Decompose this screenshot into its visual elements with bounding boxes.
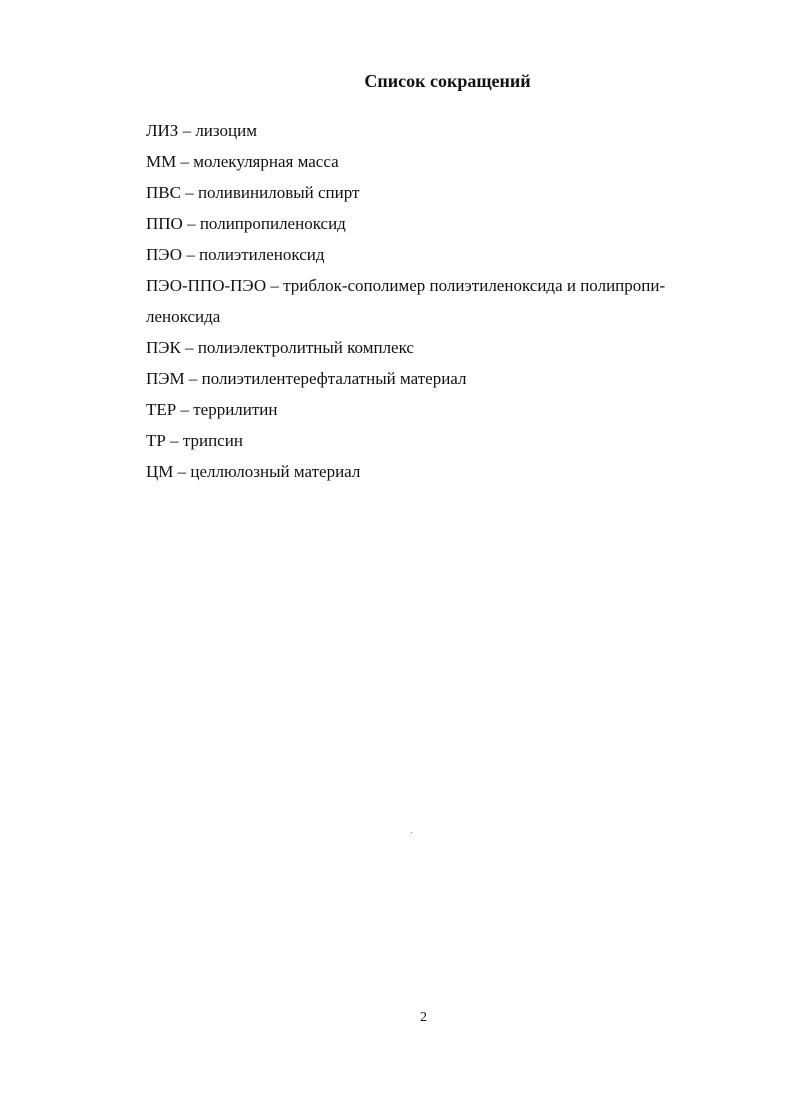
scan-speck [411,832,412,833]
list-item: ПЭО-ППО-ПЭО – триблок-сополимер полиэтиленоксида и полипропи- [146,276,666,295]
list-item: ТР – трипсин [146,431,243,450]
list-item: ТЕР – террилитин [146,400,278,419]
abbreviation-list [146,115,756,487]
list-item: ПЭО – полиэтиленоксид [146,245,325,264]
list-item: ПЭМ – полиэтилентерефталатный материал [146,369,467,388]
list-item: ММ – молекулярная масса [146,152,339,171]
page-number: 2 [420,1010,427,1025]
page-title: Список сокращений [364,71,531,91]
list-item: ЛИЗ – лизоцим [146,121,257,140]
list-item-continuation: леноксида [146,307,221,326]
list-item: ПВС – поливиниловый спирт [146,183,360,202]
list-item: ПЭК – полиэлектролитный комплекс [146,338,414,357]
list-item: ППО – полипропиленоксид [146,214,346,233]
list-item: ЦМ – целлюлозный материал [146,462,361,481]
